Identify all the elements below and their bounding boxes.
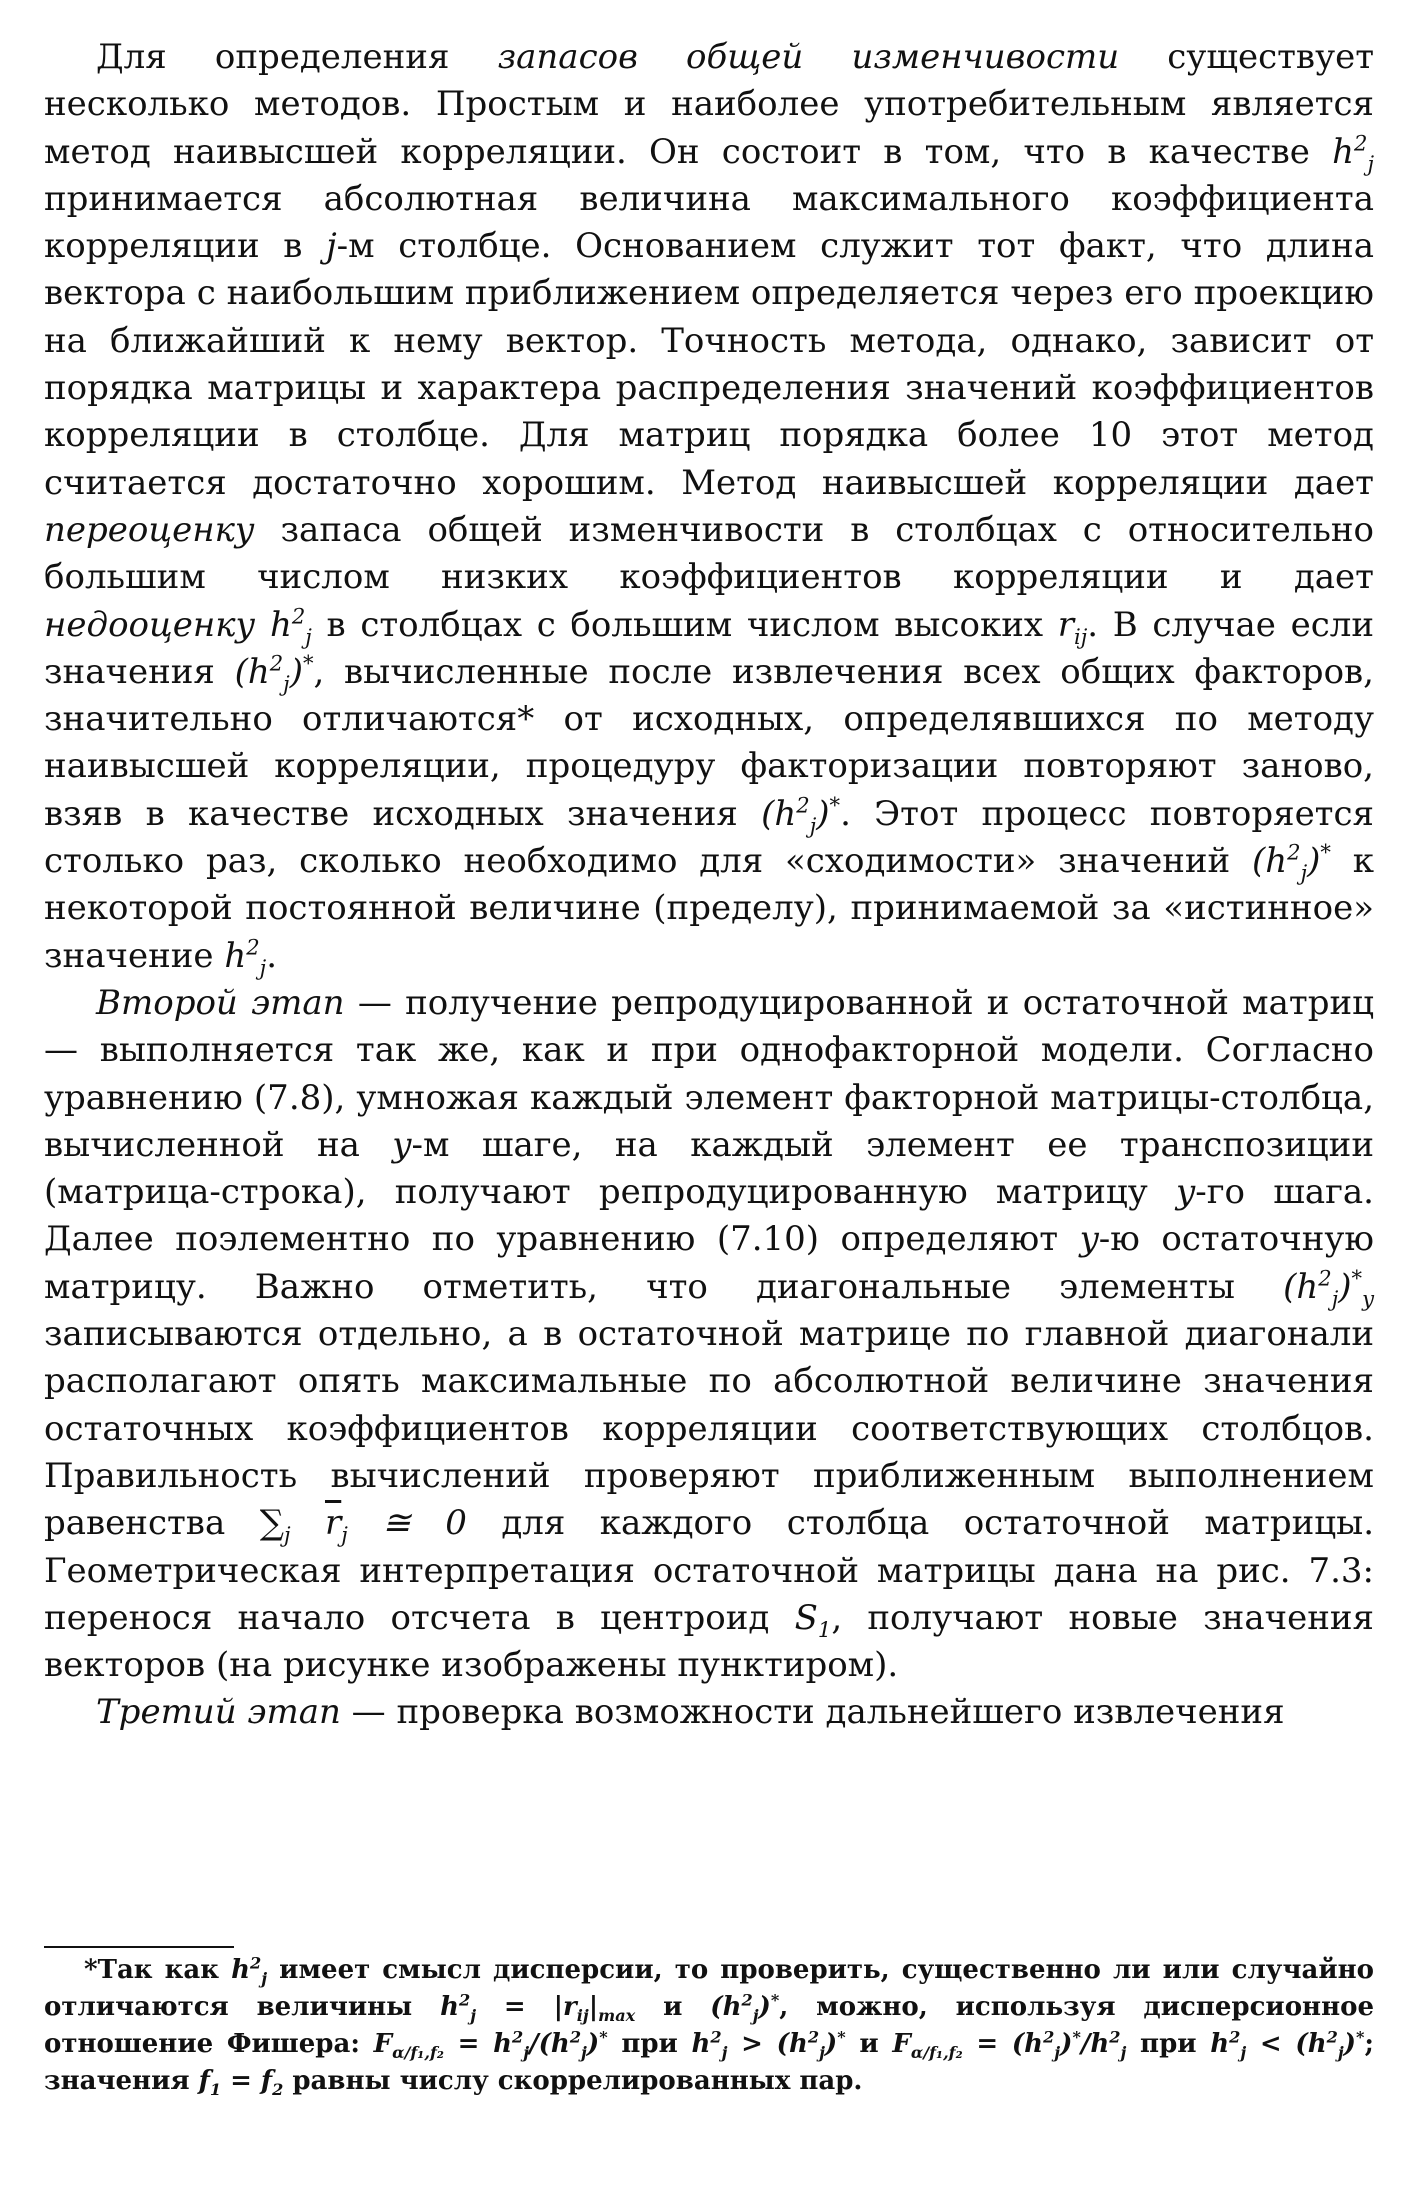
math-y: y [392,1124,412,1165]
math-fisher-1: $F_{\alpha/f_1,f_2} = h^2_j/(h^2_j)^*$ [373,2027,608,2063]
italic-term: запасов общей изменчивости [497,37,1120,77]
math-j: j [326,226,337,267]
footnote-divider [44,1946,234,1948]
math-h-j-2: $h^2_j$ [1332,130,1374,176]
math-y: y [1175,1172,1196,1213]
paragraph-2: Второй этап — получение репродуцированной и остаточной матриц — выполняется так же, как и при однофакторной модели. Согласно уравнению (7.8), умножая каждый элемент факторной матрицы-столбца, вычисленной на y-м шаге, на каждый элемент ее транспозиции (матрица-строка), получают репродуцированную матрицу y-го шага. Далее поэлементно по уравнению (7.10) определяют y-ю остаточную матрицу. Важно отметить, что диагональные элементы $(h^2_j)^*_y$ записываются отдельно, а в остаточной матрице по главной диагонали располагают опять максимальные по абсолютной величине значения остаточных коэффициентов корреляции соответствующих столбцов. Правильность вычислений проверяют приближенным выполнением равенства $\sum_j$ $\overline{r}_j$ ≅ 0 для каждого столбца остаточной матрицы. Геометрическая интерпретация остаточной матрицы дана на рис. 7.3: перенося начало отсчета в центроид $S_1$, получают новые значения векторов (на рисунке изображены пунктиром). [44,982,1374,1686]
footnote: *Так как $h^2_j$ имеет смысл дисперсии, то проверить, существенно ли или случайно отличаются величины $h^2_j = |r_{ij}|_{max}$ и $(h^2_j)^*$, можно, используя дисперсионное отношение Фишера: $F_{\alpha/f_1,f_2} = h^2_j/(h^2_j)^*$ при $h^2_j > (h^2_j)^*$ и $F_{\alpha/f_1,f_2} = (h^2_j)^*/h^2_j$ при $h^2_j < (h^2_j)^*$; значения $f_1 = f_2$ равны числу скоррелированных пар. [44,1953,1375,2100]
math-h-j-2-star: $(h^2_j)^*$ [710,1990,780,2026]
math-y: y [1079,1219,1099,1260]
math-h-j-2-star: $(h^2_j)^*$ [234,650,314,696]
math-sum-r-bar: $\sum_j$ $\overline{r}_j$ ≅ 0 [259,1503,467,1547]
math-h-j-2: $h^2_j$ [269,603,312,649]
paragraph-1: Для определения запасов общей изменчивости существует несколько методов. Простым и наиболее употребительным является метод наивысшей корреляции. Он состоит в том, что в качестве $h^2_j$ принимается абсолютная величина максимального коэффициента корреляции в j-м столбце. Основанием служит тот факт, что длина вектора с наибольшим приближением определяется через его проекцию на ближайший к нему вектор. Точность метода, однако, зависит от порядка матрицы и характера распределения значений коэффициентов корреляции в столбце. Для матриц порядка более 10 этот метод считается достаточно хорошим. Метод наивысшей корреляции дает переоценку запаса общей изменчивости в столбцах с относительно большим числом низких коэффициентов корреляции и дает недооценку $h^2_j$ в столбцах с большим числом высоких $r_{ij}$. В случае если значения $(h^2_j)^*$, вычисленные после извлечения всех общих факторов, значительно отличаются* от исходных, определявшихся по методу наивысшей корреляции, процедуру факторизации повторяют заново, взяв в качестве исходных значения $(h^2_j)^*$. Этот процесс повторяется столько раз, сколько необходимо для «сходимости» значений $(h^2_j)^*$ к некоторой постоянной величине (пределу), принимаемой за «истинное» значение $h^2_j$. [44,37,1375,980]
math-h-j-2: $h^2_j$ [224,934,267,980]
italic-term: Второй этап [96,982,345,1023]
italic-term: Третий этап [96,1692,341,1733]
math-cond-lt: $h^2_j < (h^2_j)^*$ [1210,2027,1365,2063]
math-h-j-2-star-y: $(h^2_j)^*_y$ [1283,1265,1374,1311]
math-fisher-2: $F_{\alpha/f_1,f_2} = (h^2_j)^*/h^2_j$ [892,2027,1127,2063]
math-s1: $S_1$ [794,1597,832,1642]
math-f1-f2: $f_1 = f_2$ [198,2066,284,2100]
italic-term: переоценку [44,509,255,550]
math-h-j-2-star: $(h^2_j)^*$ [1252,839,1331,885]
document-body [44,34,1374,1737]
paragraph-3: Третий этап — проверка возможности дальнейшего извлечения [96,1692,1285,1733]
math-cond-gt: $h^2_j > (h^2_j)^*$ [691,2027,846,2063]
italic-term: недооценку [44,604,256,645]
math-r-ij: $r_{ij}$ [1057,604,1088,649]
math-h-eq-rmax: $h^2_j = |r_{ij}|_{max}$ [440,1990,636,2026]
math-h-j-2: $h^2_j$ [231,1953,268,1989]
math-h-j-2-star: $(h^2_j)^*$ [761,792,841,838]
